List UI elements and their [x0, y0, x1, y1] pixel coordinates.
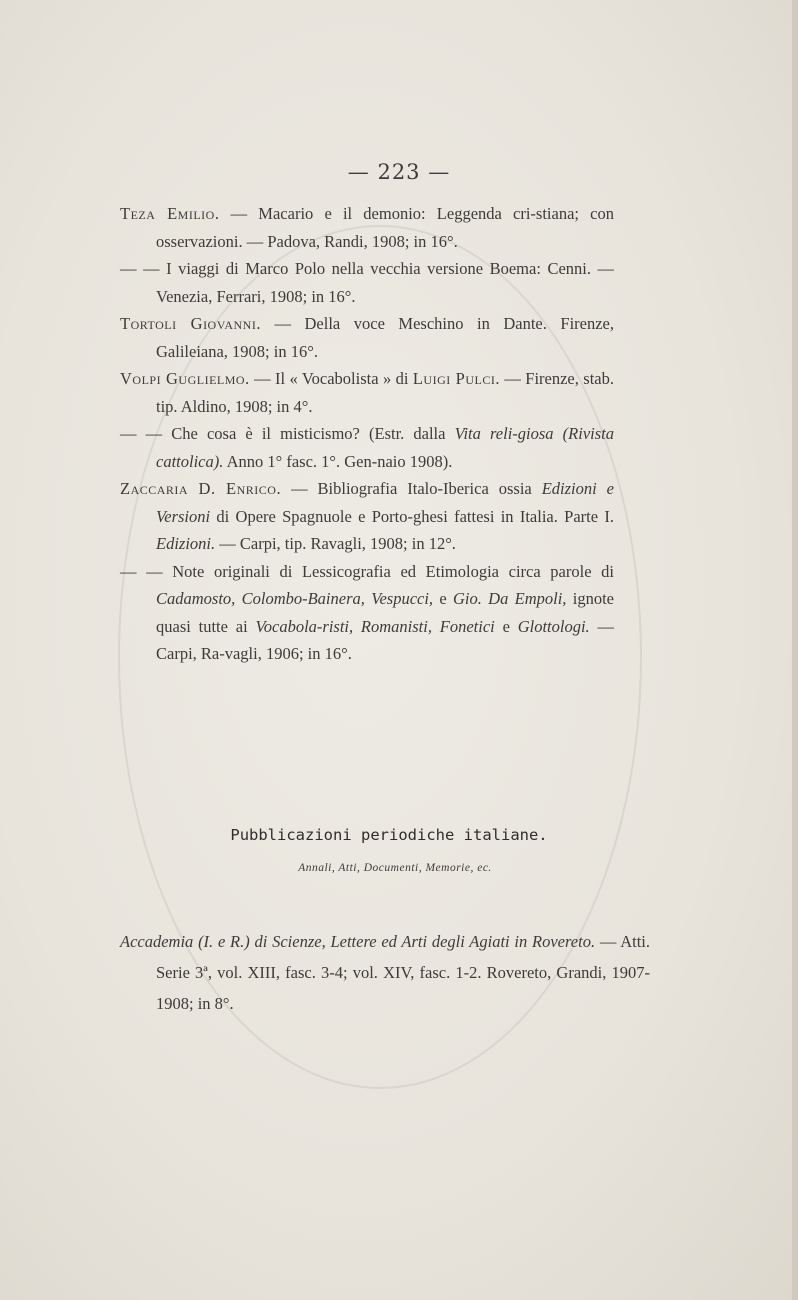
entry-italic-title: Edizioni.	[156, 534, 216, 553]
entry-text: — Firenze, stab. tip. Aldino, 1908; in 4°.	[156, 369, 614, 416]
entry-author: — —	[120, 259, 160, 278]
entry-author: Teza Emilio.	[120, 204, 220, 223]
entry-text: e	[433, 589, 453, 608]
bibliography-entry	[120, 255, 614, 310]
page-edge	[792, 0, 798, 1300]
entry-text: — Carpi, Ra-vagli, 1906; in 16°.	[156, 616, 614, 663]
entry-italic-title: Vocabola-risti, Romanisti, Fonetici	[255, 616, 495, 636]
entry-italic-title: Cadamosto, Colombo-Bainera, Vespucci,	[156, 589, 434, 608]
entry-text: Note originali di Lessicografia ed Etimologia circa parole di	[162, 561, 614, 581]
bibliography-entry	[120, 365, 614, 420]
entry-cited-name: Luigi Pulci.	[412, 369, 500, 388]
entry-author: Tortoli Giovanni.	[120, 314, 261, 333]
entry-author: — —	[120, 561, 163, 581]
entry-text: di Opere Spagnuole e Porto-ghesi fattesi in Italia. Parte I.	[210, 506, 614, 526]
entry-italic-title: Gio. Da Empoli,	[452, 589, 567, 608]
page-number: — 223 —	[347, 160, 451, 184]
bibliography-list	[120, 200, 614, 668]
section-title: Pubblicazioni periodiche italiane.	[230, 826, 548, 844]
section-subtitle: Annali, Atti, Documenti, Memorie, ec.	[298, 862, 492, 874]
periodical-entry	[120, 926, 650, 1019]
entry-author: Zaccaria D. Enrico.	[120, 479, 282, 498]
entry-author: — —	[120, 424, 163, 443]
entry-italic-title: Edizioni e Versioni	[156, 479, 614, 526]
entry-text: — Macario e il demonio: Leggenda cri-stiana; con osservazioni. — Padova, Randi, 1908; in 16°.	[156, 204, 614, 251]
bibliography-entry	[120, 420, 614, 475]
entry-text: Che cosa è il misticismo? (Estr. dalla	[162, 424, 455, 443]
entry-italic-title: Vita reli-giosa (Rivista cattolica).	[156, 424, 614, 471]
periodical-text: — Atti. Serie 3ª, vol. XIII, fasc. 3-4; vol. XIV, fasc. 1-2. Rovereto, Grandi, 1907-1908; in 8°.	[156, 932, 650, 1013]
entry-text: — Il « Vocabolista » di	[249, 369, 413, 388]
bibliography-entry	[120, 475, 614, 558]
bibliography-entry	[120, 558, 614, 668]
entry-text: — Carpi, tip. Ravagli, 1908; in 12°.	[215, 534, 456, 553]
bibliography-entry	[120, 200, 614, 255]
entry-italic-title: Glottologi.	[517, 616, 590, 636]
entry-text: e	[494, 616, 518, 636]
periodical-title: Accademia (I. e R.) di Scienze, Lettere ed Arti degli Agiati in Rovereto.	[120, 932, 596, 951]
entry-text: — Bibliografia Italo-Iberica ossia	[281, 479, 542, 498]
bibliography-entry	[120, 310, 614, 365]
entry-text: Anno 1° fasc. 1°. Gen-naio 1908).	[223, 451, 453, 471]
entry-text: — Della voce Meschino in Dante. Firenze, Galileiana, 1908; in 16°.	[156, 314, 614, 361]
entry-text: I viaggi di Marco Polo nella vecchia versione Boema: Cenni. — Venezia, Ferrari, 1908; in 16°.	[156, 259, 615, 306]
entry-text: ignote quasi tutte ai	[156, 589, 614, 636]
entry-author: Volpi Guglielmo.	[120, 369, 250, 388]
